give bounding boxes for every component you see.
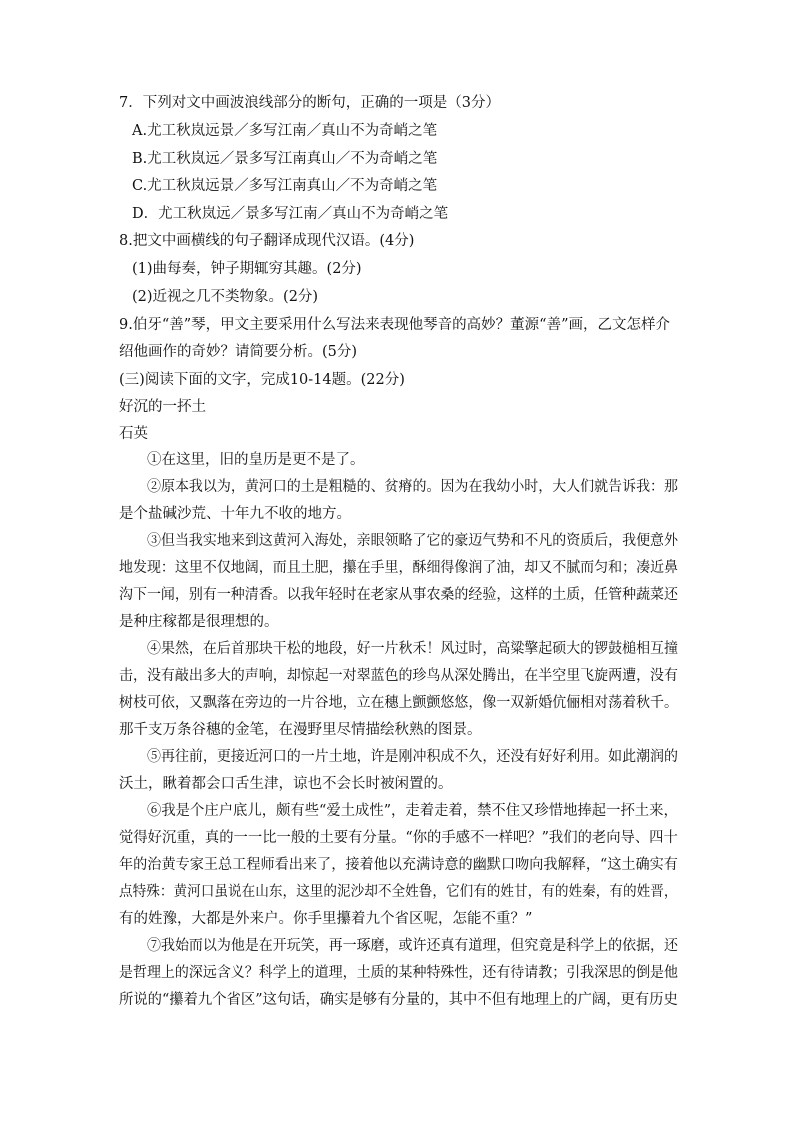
- section-3-heading: (三)阅读下面的文字，完成10-14题。(22分): [119, 372, 405, 388]
- question-8-item-1: (1)曲每奏，钟子期辄穷其趣。(2分): [132, 261, 362, 277]
- paragraph-7-line: 是哲理上的深远含义？科学上的道理，土质的某种特殊性，还有待请教；引我深思的倒是他: [119, 965, 679, 981]
- question-7-option-d: D．尤工秋岚远／景多写江南／真山不为奇峭之笔: [132, 206, 449, 222]
- paragraph-3-line: 地发现：这里不仅地阔，而且土肥，攥在手里，酥细得像润了油，却又不腻而匀和；凑近鼻: [119, 560, 679, 576]
- question-7-stem: 7．下列对文中画波浪线部分的断句，正确的一项是（3分）: [119, 95, 500, 111]
- paragraph-4-line: ④果然，在后首那块干松的地段，好一片秋禾！风过时，高粱擎起硕大的锣鼓槌相互撞: [147, 641, 678, 657]
- paragraph-4-line: 击，没有敲出多大的声响，却惊起一对翠蓝色的珍鸟从深处腾出，在半空里飞旋两遭，没有: [119, 668, 679, 684]
- question-8-item-2: (2)近视之几不类物象。(2分): [132, 289, 319, 305]
- paragraph-7-line: 所说的“攥着九个省区”这句话，确实是够有分量的，其中不但有地理上的广阔，更有历史: [119, 992, 678, 1008]
- question-8-stem: 8.把文中画横线的句子翻译成现代汉语。(4分): [119, 233, 415, 249]
- paragraph-3-line: 沟下一闻，别有一种清香。以我年轻时在老家从事农桑的经验，这样的土质，任管种蔬菜还: [119, 587, 679, 603]
- question-7-option-a: A.尤工秋岚远景／多写江南／真山不为奇峭之笔: [132, 123, 438, 139]
- paragraph-6-line: 有的姓豫，大都是外来户。你手里攥着九个省区呢，怎能不重？”: [119, 911, 533, 927]
- paragraph-2-line: ②原本我以为，黄河口的土是粗糙的、贫瘠的。因为在我幼小时，大人们就告诉我：那: [147, 479, 678, 495]
- paragraph-3-line: ③但当我实地来到这黄河入海处，亲眼领略了它的豪迈气势和不凡的资质后，我便意外: [147, 533, 678, 549]
- question-9-line-1: 9.伯牙“善”琴，甲文主要采用什么写法来表现他琴音的高妙？董源“善”画，乙文怎样介: [119, 317, 670, 333]
- question-7-option-b: B.尤工秋岚远／景多写江南真山／不为奇峭之笔: [132, 151, 438, 167]
- paragraph-6-line: 年的治黄专家王总工程师看出来了，接着他以充满诗意的幽默口吻向我解释，“这土确实有: [119, 857, 678, 873]
- paragraph-6-line: ⑥我是个庄户底儿，颇有些“爱土成性”，走着走着，禁不住又珍惜地捧起一抔土来，: [147, 803, 678, 819]
- question-9-line-2: 绍他画作的奇妙？请简要分析。(5分): [119, 344, 358, 360]
- paragraph-4-line: 那千支万条谷穗的金笔，在漫野里尽情描绘秋熟的图景。: [119, 722, 482, 738]
- paragraph-2-line: 是个盐碱沙荒、十年九不收的地方。: [119, 506, 351, 522]
- paragraph-6-line: 点特殊：黄河口虽说在山东，这里的泥沙却不全姓鲁，它们有的姓甘，有的姓秦，有的姓晋，: [119, 884, 678, 900]
- paragraph-7-line: ⑦我始而以为他是在开玩笑，再一琢磨，或许还真有道理，但究竟是科学上的依据，还: [147, 938, 678, 954]
- paragraph-3-line: 是种庄稼都是很理想的。: [119, 614, 279, 630]
- paragraph-5-line: ⑤再往前，更接近河口的一片土地，许是刚冲积成不久，还没有好好利用。如此潮润的: [147, 749, 678, 765]
- paragraph-5-line: 沃土，瞅着都会口舌生津，谅也不会长时被闲置的。: [119, 776, 453, 792]
- paragraph-6-line: 觉得好沉重，真的一一比一般的土要有分量。“你的手感不一样吧？”我们的老向导、四十: [119, 830, 678, 846]
- article-title: 好沉的一抔土: [119, 399, 206, 415]
- question-7-option-c: C.尤工秋岚远景／多写江南真山／不为奇峭之笔: [132, 178, 438, 194]
- paragraph-4-line: 树枝可依，又飘落在旁边的一片谷地，立在穗上颤颤悠悠，像一双新婚伉俪相对荡着秋千。: [119, 695, 679, 711]
- article-author: 石英: [119, 426, 148, 442]
- paragraph-1: ①在这里，旧的皇历是更不是了。: [147, 452, 365, 468]
